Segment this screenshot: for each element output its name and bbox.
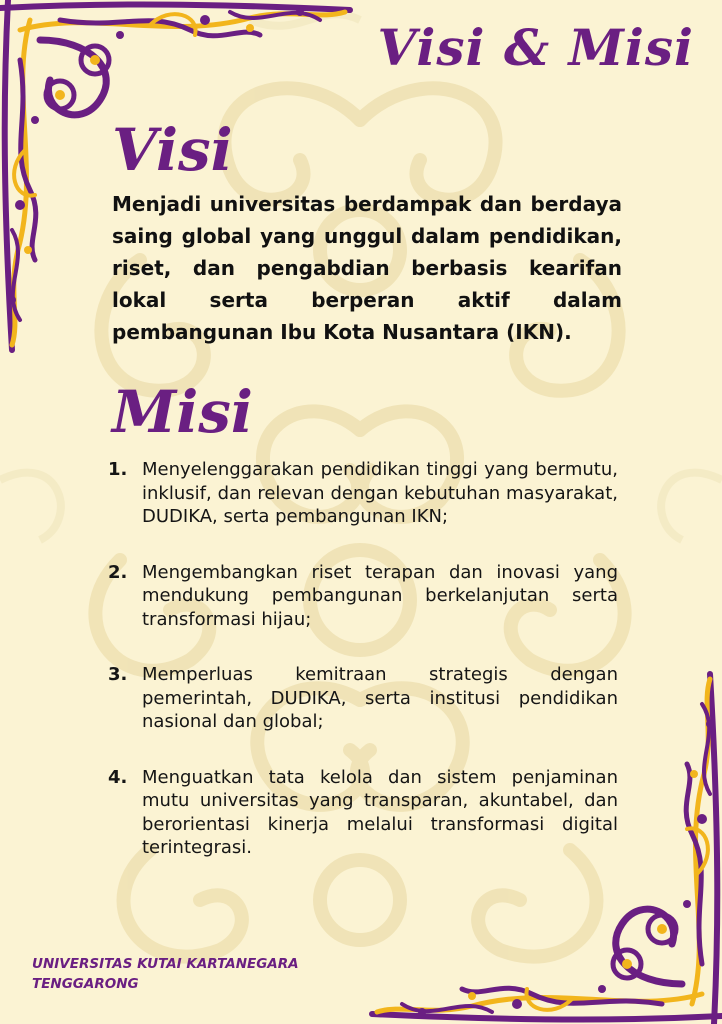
visi-heading: Visi	[112, 116, 233, 184]
list-item	[108, 766, 618, 860]
misi-heading: Misi	[112, 378, 253, 446]
list-item-text: Menyelenggarakan pendidikan tinggi yang bermutu, inklusif, dan relevan dengan kebutuhan masyarakat, DUDIKA, serta pembangunan IKN;	[142, 459, 618, 527]
footer-city: TENGGARONG	[32, 976, 139, 992]
page-title: Visi & Misi	[377, 18, 694, 77]
list-item-text: Mengembangkan riset terapan dan inovasi yang mendukung pembangunan berkelanjutan serta transformasi hijau;	[142, 561, 618, 630]
list-item	[108, 561, 618, 632]
footer-university-name: UNIVERSITAS KUTAI KARTANEGARA	[32, 956, 299, 972]
list-item-number: 1.	[108, 459, 128, 480]
misi-list	[108, 458, 618, 892]
footer-institution	[32, 954, 299, 994]
list-item-number: 3.	[108, 664, 128, 685]
list-item-number: 4.	[108, 766, 128, 788]
visi-text: Menjadi universitas berdampak dan berdaya saing global yang unggul dalam pendidikan, riset, dan pengabdian berbasis kearifan lokal serta berperan aktif dalam pembangunan Ibu Kota Nusantara (IKN).	[112, 192, 622, 344]
list-item	[108, 663, 618, 734]
list-item-text: Memperluas kemitraan strategis dengan pemerintah, DUDIKA, serta institusi pendidikan nasional dan global;	[142, 664, 618, 732]
list-item	[108, 458, 618, 529]
list-item-number: 2.	[108, 561, 128, 583]
list-item-text: Menguatkan tata kelola dan sistem penjaminan mutu universitas yang transparan, akuntabel, dan berorientasi kinerja melalui transformasi digital terintegrasi.	[142, 766, 618, 858]
